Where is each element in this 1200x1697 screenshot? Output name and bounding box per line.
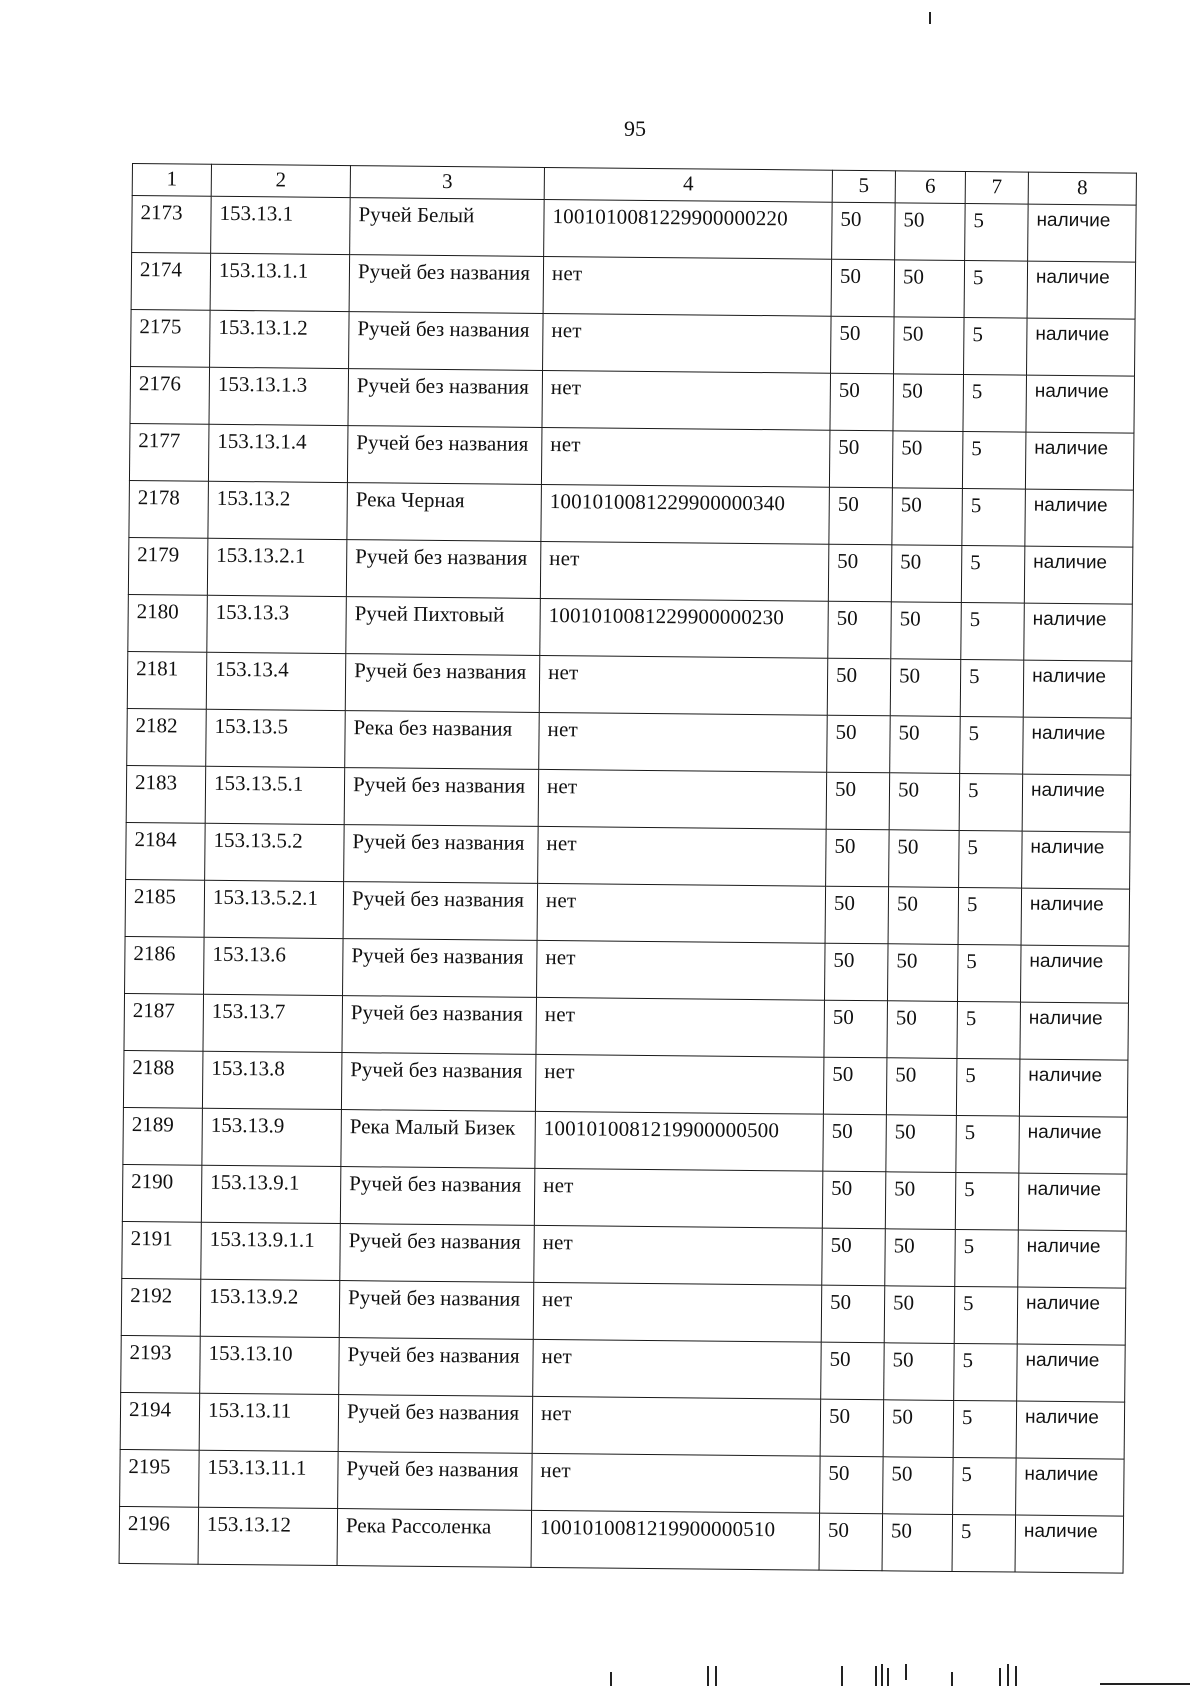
row-number-cell: 2182 — [127, 708, 207, 766]
column-header-1: 1 — [132, 164, 211, 197]
value-col5-cell: 50 — [828, 601, 892, 659]
table-row — [125, 879, 1130, 946]
value-col7-cell: 5 — [954, 1343, 1018, 1401]
status-cell: наличие — [1019, 1059, 1128, 1117]
value-col6-cell: 50 — [892, 488, 963, 546]
object-name-cell: Река Малый Бизек — [341, 1110, 536, 1169]
object-code-cell: 153.13.10 — [200, 1336, 340, 1394]
row-number-cell: 2183 — [126, 765, 206, 823]
object-code-cell: 153.13.9.1.1 — [201, 1222, 341, 1280]
table-row — [124, 993, 1129, 1060]
value-col7-cell: 5 — [963, 374, 1027, 432]
table-row — [120, 1449, 1125, 1516]
registry-code-cell: нет — [537, 940, 826, 1000]
object-code-cell: 153.13.6 — [204, 937, 344, 995]
row-number-cell: 2175 — [131, 309, 211, 367]
status-cell: наличие — [1018, 1173, 1127, 1231]
object-name-cell: Ручей без названия — [339, 1281, 534, 1340]
table-row — [128, 594, 1133, 661]
status-cell: наличие — [1021, 888, 1130, 946]
row-number-cell: 2179 — [128, 537, 208, 595]
registry-code-cell: нет — [533, 1282, 822, 1342]
registry-code-cell: нет — [537, 883, 826, 943]
object-name-cell: Ручей без названия — [344, 825, 539, 884]
value-col7-cell: 5 — [961, 602, 1025, 660]
object-code-cell: 153.13.1 — [211, 196, 351, 254]
object-name-cell: Ручей без названия — [345, 654, 540, 713]
registry-code-cell: нет — [533, 1339, 822, 1399]
registry-code-cell: нет — [543, 313, 832, 373]
value-col5-cell: 50 — [820, 1399, 884, 1457]
table-body — [119, 196, 1136, 1574]
registry-code-cell: нет — [536, 997, 825, 1057]
value-col5-cell: 50 — [830, 373, 894, 431]
value-col6-cell: 50 — [891, 602, 962, 660]
object-name-cell: Ручей без названия — [341, 1053, 536, 1112]
status-cell: наличие — [1022, 831, 1131, 889]
row-number-cell: 2194 — [120, 1392, 200, 1450]
registry-code-cell: нет — [540, 541, 829, 601]
object-code-cell: 153.13.1.1 — [210, 253, 350, 311]
object-name-cell: Ручей без названия — [343, 882, 538, 941]
row-number-cell: 2180 — [128, 594, 208, 652]
row-number-cell: 2176 — [130, 366, 210, 424]
value-col6-cell: 50 — [884, 1286, 955, 1344]
value-col7-cell: 5 — [961, 545, 1025, 603]
registry-code-cell: нет — [532, 1396, 821, 1456]
value-col7-cell: 5 — [956, 1058, 1020, 1116]
registry-code-cell: 1001010081229900000340 — [541, 484, 830, 544]
value-col6-cell: 50 — [882, 1514, 953, 1572]
value-col6-cell: 50 — [885, 1172, 956, 1230]
value-col6-cell: 50 — [886, 1058, 957, 1116]
row-number-cell: 2193 — [121, 1335, 201, 1393]
column-header-7: 7 — [965, 172, 1028, 205]
value-col5-cell: 50 — [819, 1513, 883, 1571]
value-col6-cell: 50 — [886, 1115, 957, 1173]
status-cell: наличие — [1024, 603, 1133, 661]
value-col5-cell: 50 — [826, 772, 890, 830]
registry-code-cell: 1001010081229900000220 — [544, 199, 833, 259]
registry-code-cell: нет — [538, 826, 827, 886]
object-name-cell: Ручей без названия — [346, 540, 541, 599]
column-header-4: 4 — [544, 167, 832, 202]
value-col7-cell: 5 — [958, 887, 1022, 945]
value-col6-cell: 50 — [888, 887, 959, 945]
status-cell: наличие — [1025, 432, 1134, 490]
value-col6-cell: 50 — [890, 659, 961, 717]
table-row — [119, 1506, 1124, 1573]
object-code-cell: 153.13.1.2 — [210, 310, 350, 368]
value-col5-cell: 50 — [832, 202, 896, 260]
table-row — [129, 480, 1134, 547]
value-col7-cell: 5 — [955, 1229, 1019, 1287]
object-name-cell: Ручей без названия — [349, 255, 544, 314]
object-name-cell: Ручей без названия — [339, 1338, 534, 1397]
row-number-cell: 2177 — [129, 423, 209, 481]
object-code-cell: 153.13.2 — [208, 481, 348, 539]
registry-code-cell: нет — [542, 370, 831, 430]
object-code-cell: 153.13.9.1 — [201, 1165, 341, 1223]
table-container — [119, 163, 1137, 1574]
row-number-cell: 2196 — [119, 1506, 199, 1564]
status-cell: наличие — [1022, 774, 1131, 832]
registry-code-cell: нет — [534, 1168, 823, 1228]
status-cell: наличие — [1027, 261, 1136, 319]
registry-code-cell: нет — [543, 256, 832, 316]
row-number-cell: 2173 — [132, 196, 212, 254]
object-name-cell: Ручей без названия — [342, 996, 537, 1055]
value-col6-cell: 50 — [893, 374, 964, 432]
value-col7-cell: 5 — [954, 1286, 1018, 1344]
table-row — [123, 1107, 1128, 1174]
object-code-cell: 153.13.9.2 — [200, 1279, 340, 1337]
table-row — [120, 1392, 1125, 1459]
value-col7-cell: 5 — [959, 830, 1023, 888]
object-name-cell: Ручей без названия — [344, 768, 539, 827]
object-code-cell: 153.13.5.2.1 — [204, 880, 344, 938]
registry-code-cell: нет — [534, 1225, 823, 1285]
status-cell: наличие — [1027, 318, 1136, 376]
table-row — [125, 936, 1130, 1003]
value-col7-cell: 5 — [964, 260, 1028, 318]
registry-code-cell: нет — [538, 769, 827, 829]
object-code-cell: 153.13.1.3 — [209, 367, 349, 425]
value-col5-cell: 50 — [827, 715, 891, 773]
row-number-cell: 2187 — [124, 993, 204, 1051]
object-name-cell: Ручей без названия — [348, 369, 543, 428]
object-code-cell: 153.13.2.1 — [207, 538, 347, 596]
table-row — [121, 1335, 1126, 1402]
value-col7-cell: 5 — [960, 659, 1024, 717]
table-row — [131, 309, 1136, 376]
table-row — [126, 765, 1131, 832]
column-header-6: 6 — [895, 171, 965, 204]
registry-code-cell: нет — [535, 1054, 824, 1114]
value-col7-cell: 5 — [960, 716, 1024, 774]
value-col7-cell: 5 — [952, 1514, 1016, 1572]
object-name-cell: Ручей без названия — [347, 426, 542, 485]
table-row — [128, 537, 1133, 604]
object-code-cell: 153.13.11 — [199, 1393, 339, 1451]
table-row — [126, 822, 1131, 889]
table-row — [130, 366, 1135, 433]
registry-code-cell: 1001010081219900000510 — [531, 1510, 820, 1570]
row-number-cell: 2189 — [123, 1107, 203, 1165]
value-col5-cell: 50 — [829, 487, 893, 545]
value-col5-cell: 50 — [826, 829, 890, 887]
table-row — [121, 1278, 1126, 1345]
table-row — [131, 253, 1136, 320]
object-name-cell: Ручей без названия — [338, 1452, 533, 1511]
object-name-cell: Ручей без названия — [349, 312, 544, 371]
row-number-cell: 2181 — [127, 651, 207, 709]
object-code-cell: 153.13.1.4 — [208, 424, 348, 482]
object-name-cell: Ручей без названия — [343, 939, 538, 998]
value-col6-cell: 50 — [885, 1229, 956, 1287]
value-col5-cell: 50 — [823, 1114, 887, 1172]
value-col7-cell: 5 — [957, 1001, 1021, 1059]
status-cell: наличие — [1025, 489, 1134, 547]
value-col7-cell: 5 — [962, 488, 1026, 546]
column-header-5: 5 — [832, 170, 895, 203]
status-cell: наличие — [1020, 945, 1129, 1003]
value-col5-cell: 50 — [828, 544, 892, 602]
status-cell: наличие — [1018, 1230, 1127, 1288]
value-col6-cell: 50 — [889, 773, 960, 831]
value-col5-cell: 50 — [825, 886, 889, 944]
value-col7-cell: 5 — [955, 1172, 1019, 1230]
value-col5-cell: 50 — [822, 1171, 886, 1229]
row-number-cell: 2190 — [122, 1164, 202, 1222]
object-code-cell: 153.13.4 — [206, 652, 346, 710]
value-col6-cell: 50 — [894, 260, 965, 318]
status-cell: наличие — [1023, 660, 1132, 718]
status-cell: наличие — [1016, 1401, 1125, 1459]
value-col6-cell: 50 — [887, 944, 958, 1002]
value-col5-cell: 50 — [824, 943, 888, 1001]
status-cell: наличие — [1023, 717, 1132, 775]
object-name-cell: Ручей Белый — [350, 198, 545, 257]
value-col6-cell: 50 — [884, 1343, 955, 1401]
value-col6-cell: 50 — [890, 716, 961, 774]
value-col7-cell: 5 — [956, 1115, 1020, 1173]
object-name-cell: Ручей без названия — [338, 1395, 533, 1454]
value-col7-cell: 5 — [965, 203, 1029, 261]
value-col7-cell: 5 — [964, 317, 1028, 375]
table-row — [129, 423, 1134, 490]
value-col6-cell: 50 — [894, 317, 965, 375]
object-code-cell: 153.13.5.2 — [205, 823, 345, 881]
status-cell: наличие — [1020, 1002, 1129, 1060]
value-col5-cell: 50 — [820, 1456, 884, 1514]
status-cell: наличие — [1015, 1515, 1124, 1573]
object-code-cell: 153.13.8 — [202, 1051, 342, 1109]
object-name-cell: Река Черная — [347, 483, 542, 542]
object-name-cell: Река без названия — [345, 711, 540, 770]
status-cell: наличие — [1028, 204, 1137, 262]
value-col6-cell: 50 — [892, 431, 963, 489]
value-col5-cell: 50 — [821, 1285, 885, 1343]
object-code-cell: 153.13.5.1 — [205, 766, 345, 824]
page-number: 95 — [624, 116, 646, 141]
object-name-cell: Река Рассоленка — [337, 1509, 532, 1568]
row-number-cell: 2192 — [121, 1278, 201, 1336]
data-table — [119, 163, 1137, 1574]
value-col5-cell: 50 — [827, 658, 891, 716]
row-number-cell: 2174 — [131, 253, 211, 311]
object-code-cell: 153.13.12 — [198, 1507, 338, 1565]
value-col5-cell: 50 — [822, 1228, 886, 1286]
value-col7-cell: 5 — [953, 1457, 1017, 1515]
row-number-cell: 2188 — [123, 1050, 203, 1108]
value-col5-cell: 50 — [824, 1000, 888, 1058]
status-cell: наличие — [1017, 1344, 1126, 1402]
object-code-cell: 153.13.5 — [206, 709, 346, 767]
table-row — [122, 1221, 1127, 1288]
value-col7-cell: 5 — [953, 1400, 1017, 1458]
object-code-cell: 153.13.7 — [203, 994, 343, 1052]
row-number-cell: 2184 — [126, 822, 206, 880]
registry-code-cell: нет — [539, 655, 828, 715]
value-col6-cell: 50 — [883, 1400, 954, 1458]
status-cell: наличие — [1019, 1116, 1128, 1174]
object-code-cell: 153.13.3 — [207, 595, 347, 653]
column-header-2: 2 — [211, 164, 350, 197]
row-number-cell: 2195 — [120, 1449, 200, 1507]
status-cell: наличие — [1017, 1287, 1126, 1345]
registry-code-cell: нет — [541, 427, 830, 487]
value-col5-cell: 50 — [831, 316, 895, 374]
object-name-cell: Ручей без названия — [340, 1167, 535, 1226]
row-number-cell: 2178 — [129, 480, 209, 538]
column-header-8: 8 — [1028, 172, 1136, 205]
value-col7-cell: 5 — [959, 773, 1023, 831]
row-number-cell: 2185 — [125, 879, 205, 937]
registry-code-cell: 1001010081229900000230 — [540, 598, 829, 658]
registry-code-cell: нет — [532, 1453, 821, 1513]
value-col7-cell: 5 — [957, 944, 1021, 1002]
value-col7-cell: 5 — [962, 431, 1026, 489]
table-row — [127, 708, 1132, 775]
column-header-3: 3 — [350, 166, 544, 200]
object-name-cell: Ручей без названия — [340, 1224, 535, 1283]
status-cell: наличие — [1024, 546, 1133, 604]
value-col5-cell: 50 — [823, 1057, 887, 1115]
value-col6-cell: 50 — [889, 830, 960, 888]
registry-code-cell: нет — [539, 712, 828, 772]
value-col5-cell: 50 — [831, 259, 895, 317]
table-row — [122, 1164, 1127, 1231]
table-row — [132, 196, 1137, 263]
registry-code-cell: 1001010081219900000500 — [535, 1111, 824, 1171]
status-cell: наличие — [1026, 375, 1135, 433]
table-row — [127, 651, 1132, 718]
row-number-cell: 2186 — [125, 936, 205, 994]
value-col5-cell: 50 — [829, 430, 893, 488]
table-row — [123, 1050, 1128, 1117]
value-col6-cell: 50 — [895, 203, 966, 261]
object-name-cell: Ручей Пихтовый — [346, 597, 541, 656]
value-col5-cell: 50 — [821, 1342, 885, 1400]
row-number-cell: 2191 — [122, 1221, 202, 1279]
value-col6-cell: 50 — [887, 1001, 958, 1059]
object-code-cell: 153.13.9 — [202, 1108, 342, 1166]
status-cell: наличие — [1016, 1458, 1125, 1516]
value-col6-cell: 50 — [883, 1457, 954, 1515]
value-col6-cell: 50 — [891, 545, 962, 603]
object-code-cell: 153.13.11.1 — [199, 1450, 339, 1508]
